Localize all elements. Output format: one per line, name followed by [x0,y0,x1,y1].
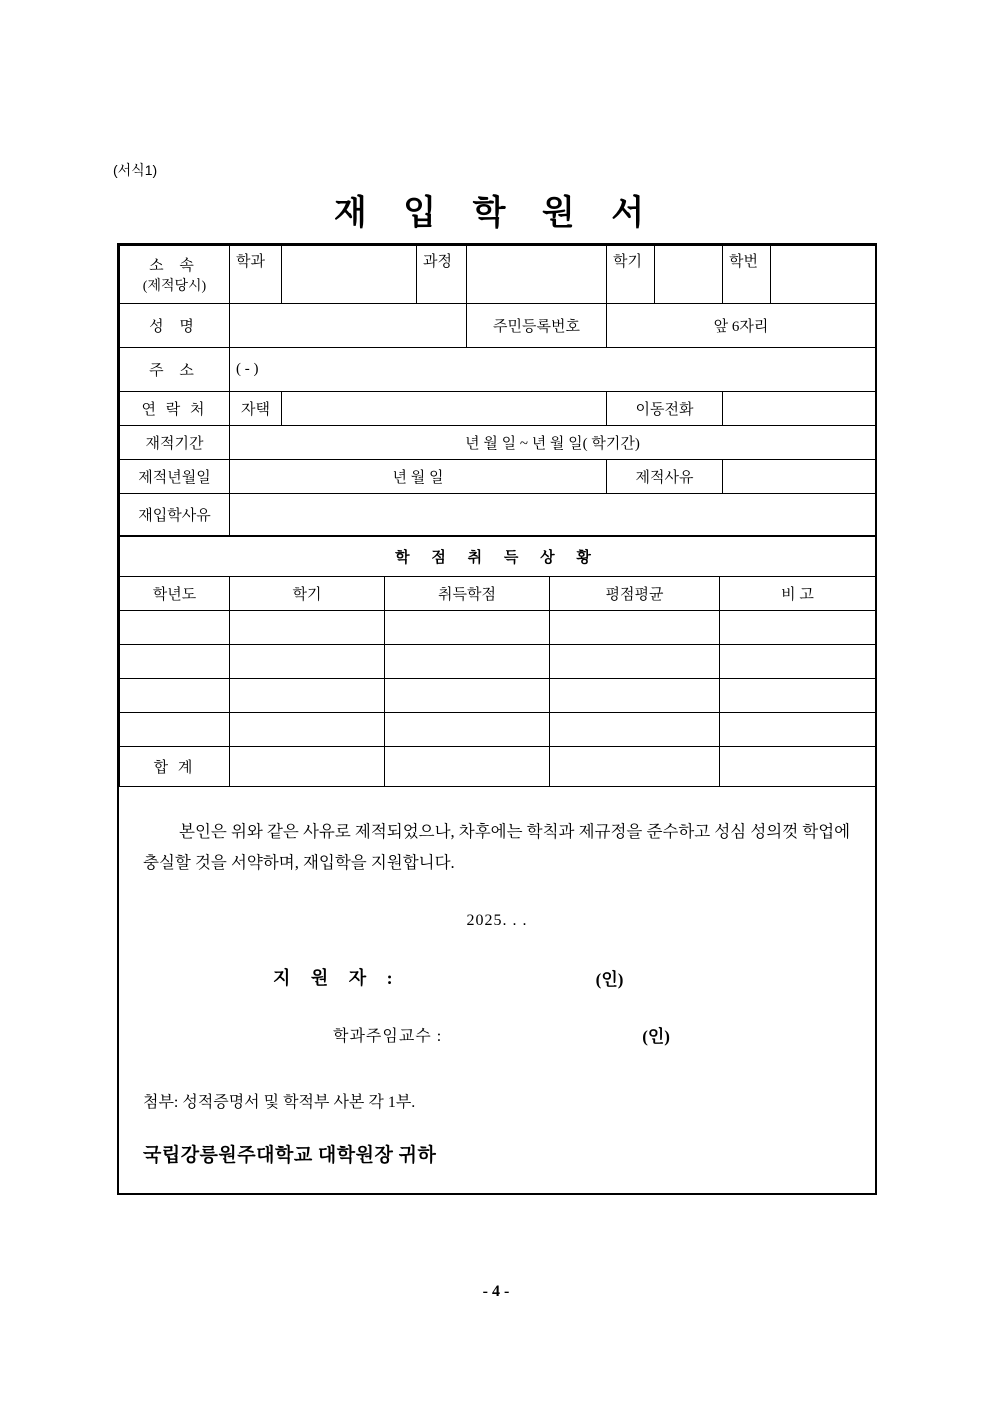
credits-cell[interactable] [385,679,550,713]
mobile-phone-value[interactable] [723,392,876,426]
address-label: 주 소 [120,348,230,392]
credits-total-label: 합 계 [120,747,230,787]
student-number-label: 학번 [723,246,771,304]
department-label: 학과 [230,246,282,304]
application-form-frame [117,243,877,1195]
credits-header-semester: 학기 [230,577,385,611]
credits-header-earned: 취득학점 [385,577,550,611]
address-value[interactable]: ( - ) [230,348,876,392]
enrollment-period-value[interactable]: 년 월 일 ~ 년 월 일( 학기간) [230,426,876,460]
table-row-affiliation [120,246,876,304]
credits-header-gpa: 평점평균 [550,577,720,611]
credits-cell[interactable] [550,679,720,713]
applicant-signature-label: 지 원 자 : [273,968,401,989]
table-row [120,679,876,713]
professor-signature-row [143,1022,851,1047]
statement-block [119,787,875,1193]
table-row [120,611,876,645]
credits-cell[interactable] [385,713,550,747]
table-row-address [120,348,876,392]
readmission-reason-label: 재입학사유 [120,494,230,536]
credits-total-row [120,747,876,787]
table-row [120,645,876,679]
table-row-expulsion-date [120,460,876,494]
semester-label: 학기 [607,246,655,304]
home-phone-value[interactable] [282,392,607,426]
form-code-label: (서식1) [113,162,158,178]
table-row-enrollment-period [120,426,876,460]
credits-cell[interactable] [120,645,230,679]
credits-header-row [120,577,876,611]
credits-section-title-row [120,537,876,577]
contact-label: 연 락 처 [120,392,230,426]
professor-seal-mark: (인) [642,1027,670,1047]
statement-paragraph: 본인은 위와 같은 사유로 제적되었으나, 차후에는 학칙과 제규정을 준수하고 성심 성의껏 학업에 충실할 것을 서약하며, 재입학을 지원합니다. [143,822,851,872]
home-phone-label: 자택 [230,392,282,426]
professor-signature-label: 학과주임교수 : [333,1028,443,1046]
credits-cell[interactable] [385,645,550,679]
name-label: 성 명 [120,304,230,348]
credits-section-title: 학 점 취 득 상 황 [120,537,876,577]
page-title: 재 입 학 원 서 [333,195,659,232]
credits-cell[interactable] [120,611,230,645]
credits-header-year: 학년도 [120,577,230,611]
credits-cell[interactable] [720,611,876,645]
name-value[interactable] [230,304,467,348]
table-row [120,713,876,747]
course-label: 과정 [417,246,467,304]
credits-cell[interactable] [120,713,230,747]
resident-id-label: 주민등록번호 [467,304,607,348]
semester-value[interactable] [655,246,723,304]
credits-cell[interactable] [385,611,550,645]
student-number-value[interactable] [771,246,876,304]
mobile-phone-label: 이동전화 [607,392,723,426]
credits-cell[interactable] [720,713,876,747]
affiliation-label-cell [120,246,230,304]
credits-cell[interactable] [230,645,385,679]
applicant-info-table [119,245,876,536]
credits-table [119,536,876,787]
credits-cell[interactable] [230,611,385,645]
resident-id-value[interactable]: 앞 6자리 [607,304,876,348]
credits-header-note: 비 고 [720,577,876,611]
applicant-seal-mark: (인) [595,969,624,989]
table-row-name [120,304,876,348]
department-value[interactable] [282,246,417,304]
credits-total-cell[interactable] [550,747,720,787]
credits-cell[interactable] [230,713,385,747]
credits-total-cell[interactable] [230,747,385,787]
course-value[interactable] [467,246,607,304]
expulsion-reason-value[interactable] [723,460,876,494]
enrollment-period-label: 재적기간 [120,426,230,460]
page-number: - 4 - [482,1283,510,1300]
statement-date[interactable]: 2025. . . [466,912,528,930]
credits-cell[interactable] [550,713,720,747]
affiliation-label-line2: (제적당시) [142,279,207,294]
recipient-line: 국립강릉원주대학교 대학원장 귀하 [143,1145,437,1167]
expulsion-reason-label: 제적사유 [607,460,723,494]
credits-cell[interactable] [720,679,876,713]
credits-total-cell[interactable] [385,747,550,787]
readmission-reason-value[interactable] [230,494,876,536]
credits-total-cell[interactable] [720,747,876,787]
credits-cell[interactable] [120,679,230,713]
credits-cell[interactable] [550,645,720,679]
attachment-note: 첨부: 성적증명서 및 학적부 사본 각 1부. [143,1094,416,1112]
credits-cell[interactable] [230,679,385,713]
table-row-contact [120,392,876,426]
expulsion-date-value[interactable]: 년 월 일 [230,460,607,494]
expulsion-date-label: 제적년월일 [120,460,230,494]
credits-cell[interactable] [720,645,876,679]
affiliation-label-line1: 소 속 [149,258,200,274]
table-row-readmission-reason [120,494,876,536]
applicant-signature-row [143,964,851,990]
credits-cell[interactable] [550,611,720,645]
